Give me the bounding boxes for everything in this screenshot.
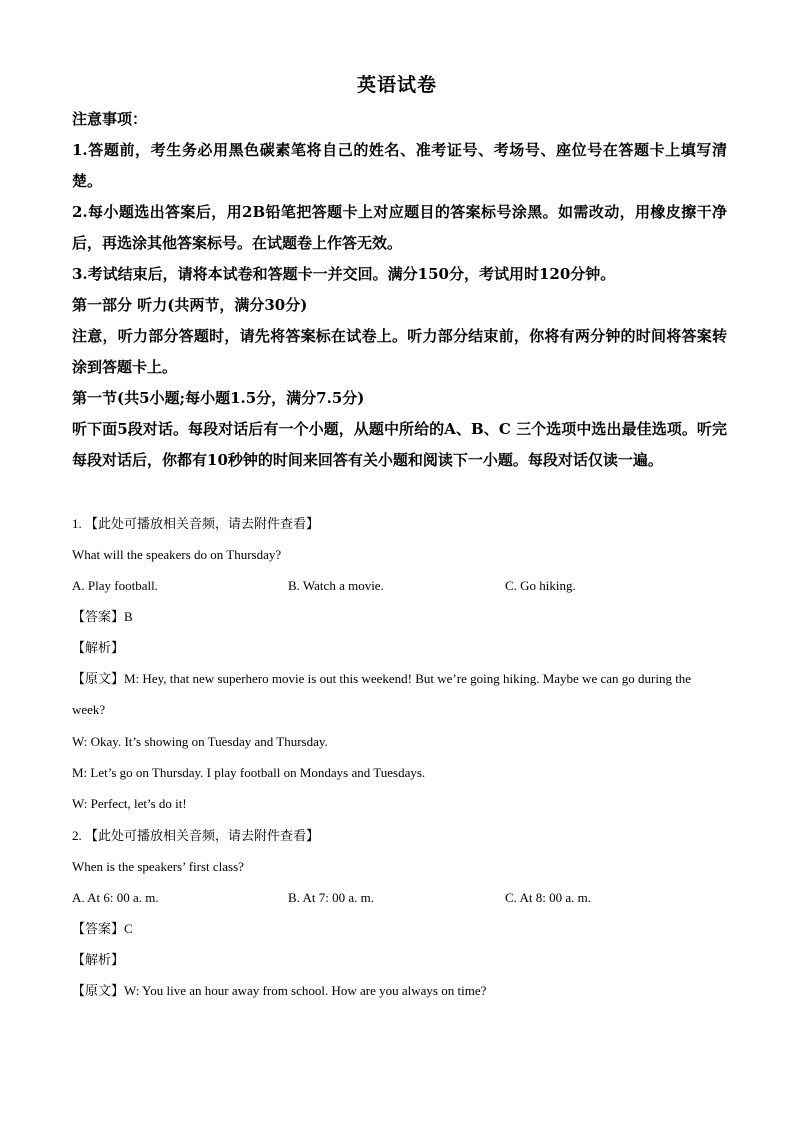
- question-2-answer: [72, 913, 727, 944]
- notes-heading: 注意事项：: [72, 110, 148, 128]
- question-2-analysis: 【解析】: [72, 952, 125, 967]
- answer-value: C: [124, 921, 133, 936]
- note-2: 2.每小题选出答案后，用2B铅笔把答题卡上对应题目的答案标号涂黑。如需改动，用橡皮擦干净后，再选涂其他答案标号。在试题卷上作答无效。: [72, 203, 727, 252]
- section-1-heading: 第一节(共5小题;每小题1.5分，满分7.5分): [72, 389, 365, 407]
- answer-label: 【答案】: [72, 921, 125, 936]
- question-number: 1.: [72, 516, 82, 531]
- transcript-line: W: Perfect, let’s do it!: [72, 796, 187, 811]
- transcript-line: M: Let’s go on Thursday. I play football on Mondays and Tuesdays.: [72, 765, 426, 780]
- question-2-option-a[interactable]: A. At 6: 00 a. m.: [72, 890, 159, 905]
- audio-link[interactable]: 【此处可播放相关音频，请去附件查看】: [85, 828, 320, 843]
- note-3: 3.考试结束后，请将本试卷和答题卡一并交回。满分150分，考试用时120分钟。: [72, 265, 616, 283]
- question-2-transcript: [72, 975, 727, 1006]
- page-title: 英语试卷: [356, 74, 437, 96]
- transcript-line: M: Hey, that new superhero movie is out this weekend! But we’re going hiking. Maybe we can go during the week?: [72, 671, 692, 717]
- section-1-note: 听下面5段对话。每段对话后有一个小题，从题中所给的A、B、C 三个选项中选出最佳选项。听完每段对话后，你都有10秒钟的时间来回答有关小题和阅读下一小题。每段对话仅读一遍。: [72, 420, 727, 469]
- part-1-heading: 第一部分 听力(共两节，满分30分): [72, 296, 308, 314]
- audio-link[interactable]: 【此处可播放相关音频，请去附件查看】: [85, 516, 320, 531]
- question-1-option-c[interactable]: C. Go hiking.: [505, 578, 576, 593]
- question-1-answer: [72, 601, 727, 632]
- question-2-audio[interactable]: [72, 820, 727, 851]
- part-1-note: 注意，听力部分答题时，请先将答案标在试卷上。听力部分结束前，你将有两分钟的时间将答案转涂到答题卡上。: [72, 327, 727, 376]
- question-2-text: When is the speakers’ first class?: [72, 859, 244, 874]
- question-1-transcript: [72, 663, 727, 725]
- question-1-audio[interactable]: [72, 508, 727, 539]
- question-1-option-a[interactable]: A. Play football.: [72, 578, 158, 593]
- question-number: 2.: [72, 828, 82, 843]
- question-1-option-b[interactable]: B. Watch a movie.: [288, 578, 384, 593]
- answer-label: 【答案】: [72, 609, 125, 624]
- question-2-option-c[interactable]: C. At 8: 00 a. m.: [505, 890, 591, 905]
- transcript-line: W: You live an hour away from school. How are you always on time?: [124, 983, 487, 998]
- transcript-label: 【原文】: [72, 983, 125, 998]
- answer-value: B: [124, 609, 133, 624]
- question-2-option-b[interactable]: B. At 7: 00 a. m.: [288, 890, 374, 905]
- question-1-text: What will the speakers do on Thursday?: [72, 547, 282, 562]
- note-1: 1.答题前，考生务必用黑色碳素笔将自己的姓名、准考证号、考场号、座位号在答题卡上填写清楚。: [72, 141, 727, 190]
- question-1-analysis: 【解析】: [72, 640, 125, 655]
- transcript-label: 【原文】: [72, 671, 125, 686]
- transcript-line: W: Okay. It’s showing on Tuesday and Thursday.: [72, 734, 328, 749]
